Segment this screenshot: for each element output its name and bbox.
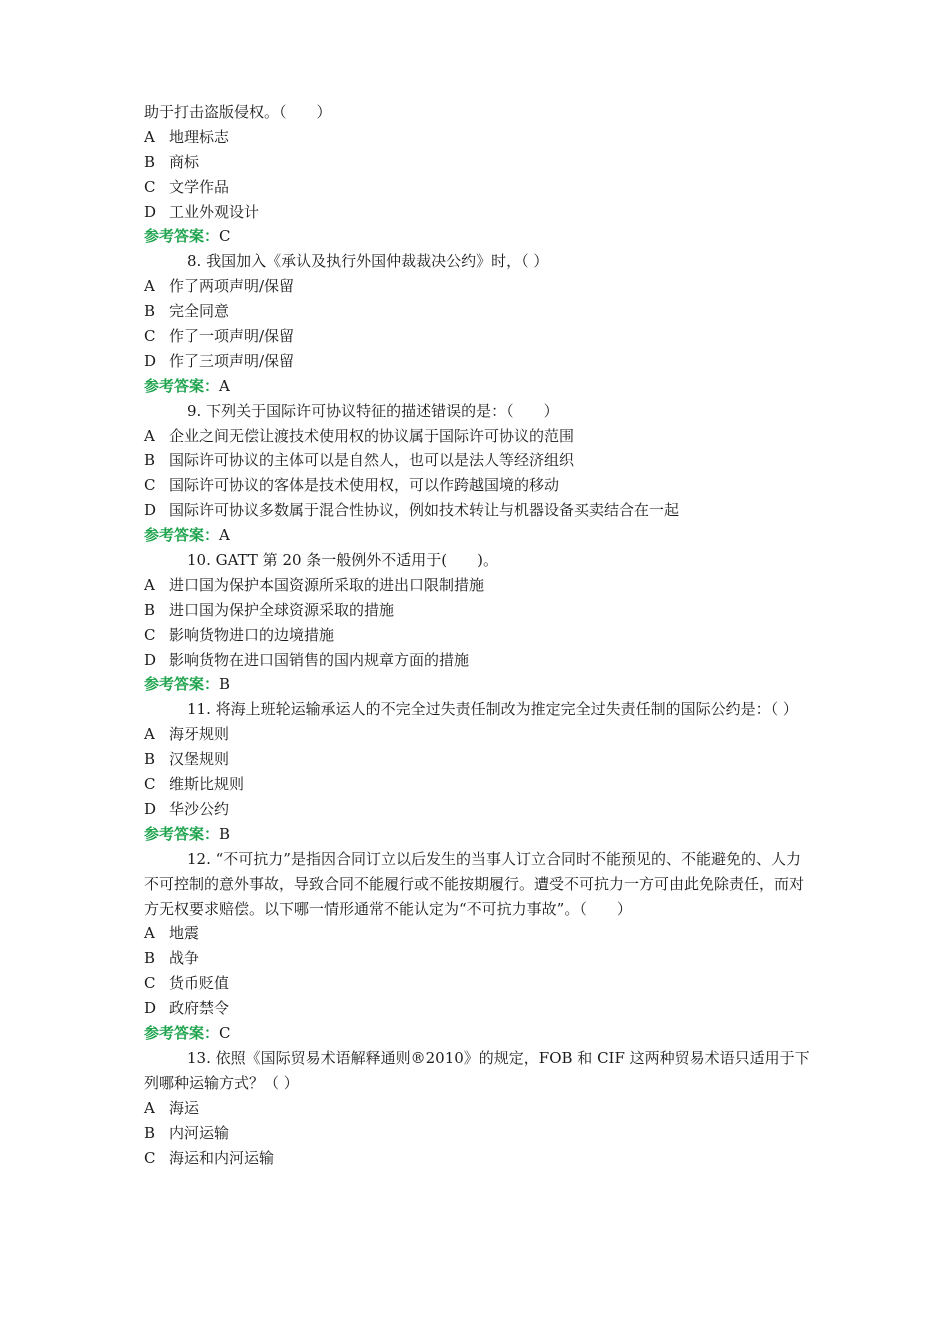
- option-c: C 维斯比规则: [144, 775, 245, 794]
- option-b: B 商标: [144, 152, 200, 171]
- answer-label: 参考答案：: [144, 1024, 220, 1043]
- option-b: B 国际许可协议的主体可以是自然人，也可以是法人等经济组织: [144, 451, 575, 470]
- option-a: A 企业之间无偿让渡技术使用权的协议属于国际许可协议的范围: [144, 426, 575, 445]
- option-a: A 海牙规则: [144, 725, 230, 744]
- option-d: D 政府禁令: [144, 999, 230, 1018]
- question-stem-continuation: 助于打击盗版侵权。（ ）: [144, 103, 332, 121]
- option-d: D 国际许可协议多数属于混合性协议，例如技术转让与机器设备买卖结合在一起: [144, 501, 680, 520]
- answer-value: B: [219, 675, 231, 694]
- answer-label: 参考答案：: [144, 675, 220, 694]
- question-stem: 8. 我国加入《承认及执行外国仲裁裁决公约》时，（ ）: [187, 252, 549, 271]
- option-b: B 完全同意: [144, 302, 230, 321]
- answer-value: B: [219, 824, 231, 843]
- answer-line: [144, 374, 814, 399]
- answer-label: 参考答案：: [144, 227, 220, 246]
- answer-label: 参考答案：: [144, 526, 220, 545]
- option-b: B 汉堡规则: [144, 750, 230, 769]
- option-c: C 海运和内河运输: [144, 1148, 275, 1167]
- answer-line: [144, 523, 814, 548]
- option-a: A 海运: [144, 1098, 200, 1117]
- option-d: D 华沙公约: [144, 799, 230, 818]
- option-d: D 工业外观设计: [144, 202, 260, 221]
- answer-line: [144, 822, 814, 847]
- option-b: B 进口国为保护全球资源采取的措施: [144, 600, 395, 619]
- option-a: A 进口国为保护本国资源所采取的进出口限制措施: [144, 575, 485, 594]
- option-a: A 地理标志: [144, 127, 230, 146]
- answer-value: C: [219, 1024, 231, 1043]
- answer-line: [144, 224, 814, 249]
- question-stem: 9. 下列关于国际许可协议特征的描述错误的是：（ ）: [187, 401, 559, 420]
- question-stem: 11. 将海上班轮运输承运人的不完全过失责任制改为推定完全过失责任制的国际公约是：（ ）: [187, 700, 798, 719]
- option-c: C 国际许可协议的客体是技术使用权，可以作跨越国境的移动: [144, 476, 560, 495]
- answer-label: 参考答案：: [144, 824, 220, 843]
- question-stem: 13. 依照《国际贸易术语解释通则®2010》的规定，FOB 和 CIF 这两种贸易术语只适用于下列哪种运输方式？（ ）: [144, 1048, 810, 1092]
- option-a: A 作了两项声明/保留: [144, 277, 295, 296]
- question-stem: 12. “不可抗力”是指因合同订立以后发生的当事人订立合同时不能预见的、不能避免的、人力不可控制的意外事故，导致合同不能履行或不能按期履行。遭受不可抗力一方可由此免除责任，而对方无权要求赔偿。以下哪一情形通常不能认定为“不可抗力事故”。（ ）: [144, 849, 805, 918]
- answer-line: [144, 672, 814, 697]
- answer-label: 参考答案：: [144, 376, 220, 395]
- answer-value: A: [219, 526, 230, 545]
- answer-line: [144, 1021, 814, 1046]
- question-stem: 10. GATT 第 20 条一般例外不适用于( )。: [187, 551, 499, 570]
- option-a: A 地震: [144, 924, 200, 943]
- option-b: B 战争: [144, 949, 200, 968]
- answer-value: A: [219, 376, 230, 395]
- option-d: D 作了三项声明/保留: [144, 351, 295, 370]
- option-c: C 文学作品: [144, 177, 230, 196]
- option-c: C 作了一项声明/保留: [144, 327, 295, 346]
- option-d: D 影响货物在进口国销售的国内规章方面的措施: [144, 650, 470, 669]
- document-page: [144, 100, 814, 1170]
- answer-value: C: [219, 227, 231, 246]
- option-c: C 货币贬值: [144, 974, 230, 993]
- option-c: C 影响货物进口的边境措施: [144, 625, 335, 644]
- option-b: B 内河运输: [144, 1123, 230, 1142]
